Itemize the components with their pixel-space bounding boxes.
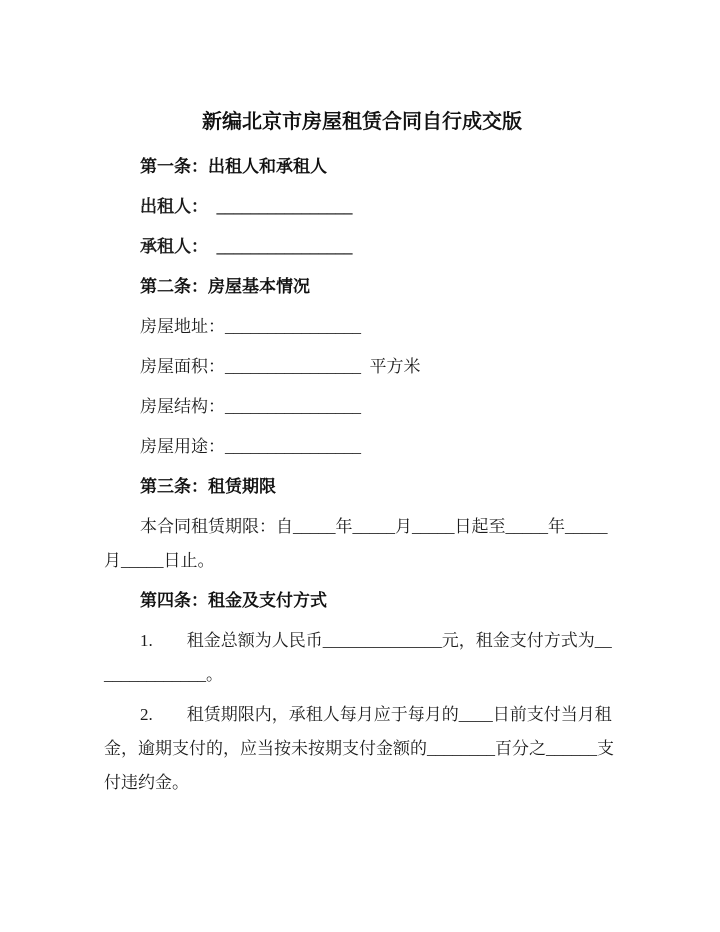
rent-clause-1: 1. 租金总额为人民币______________元，租金支付方式为______________。 [104, 631, 612, 684]
area-field: 房屋面积：________________ 平方米 [140, 357, 421, 376]
rent-clause-2: 2. 租赁期限内，承租人每月应于每月的____日前支付当月租金，逾期支付的，应当按未按期支付金额的________百分之______支付违约金。 [104, 705, 614, 792]
section-4-heading: 第四条：租金及支付方式 [140, 591, 327, 610]
document-title: 新编北京市房屋租赁合同自行成交版 [202, 111, 522, 133]
lease-term-paragraph: 本合同租赁期限：自_____年_____月_____日起至_____年_____月_____日止。 [104, 517, 608, 570]
address-field: 房屋地址：________________ [140, 317, 361, 336]
lessor-field: 出租人： ________________ [140, 197, 353, 216]
structure-field: 房屋结构：________________ [140, 397, 361, 416]
usage-field: 房屋用途：________________ [140, 437, 361, 456]
section-3-heading: 第三条：租赁期限 [140, 477, 276, 496]
section-1-heading: 第一条：出租人和承租人 [140, 157, 327, 176]
section-2-heading: 第二条：房屋基本情况 [140, 277, 310, 296]
lessee-field: 承租人： ________________ [140, 237, 353, 256]
